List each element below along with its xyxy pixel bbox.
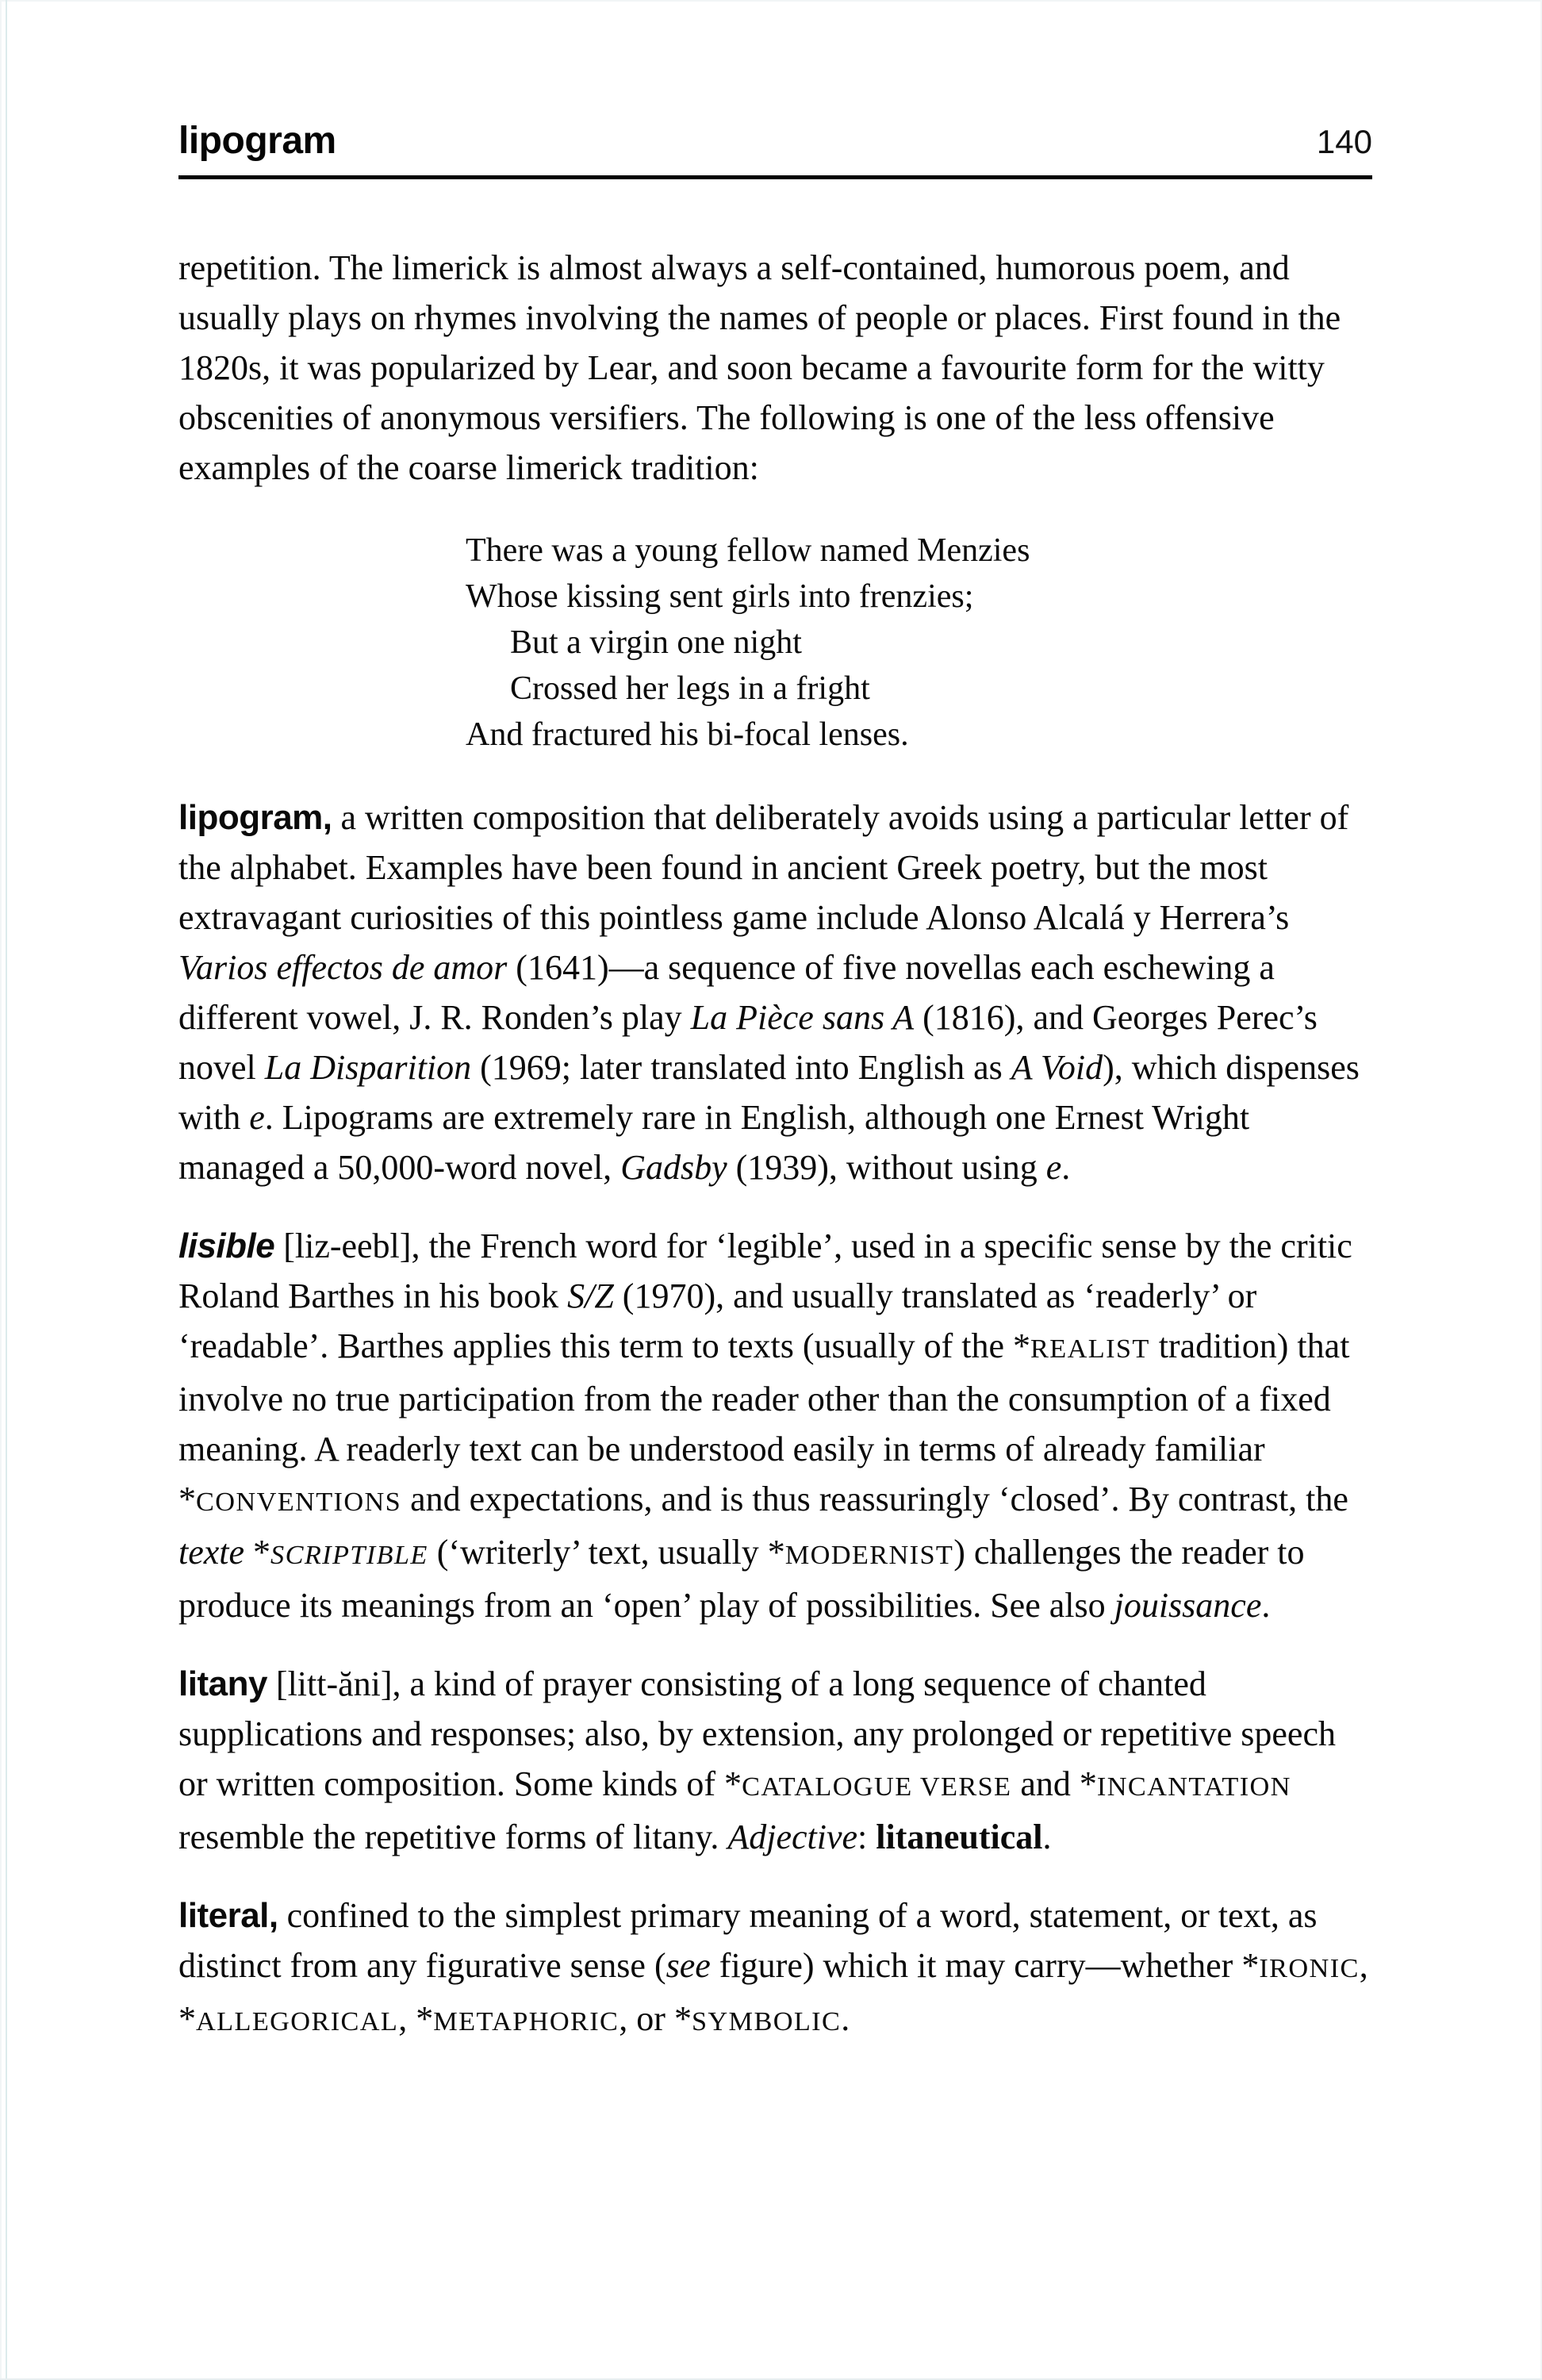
text-segment: a written composition that deliberately avoids using a particular letter of the alphabet. Examples have been found in ancient Greek poetry, but the most extravagant curiosities of this pointless game include Alonso Alcalá y Herrera’s (178, 798, 1349, 937)
body-copy (178, 243, 1372, 2047)
text-segment: litany (178, 1664, 267, 1703)
text-segment: . Lipograms are extremely rare in English, although one Ernest Wright managed a 50,000-word novel, (178, 1098, 1250, 1187)
text-segment: and expectations, and is thus reassuringly ‘closed’. By contrast, the (401, 1480, 1348, 1518)
text-segment: La Pièce sans A (690, 998, 915, 1037)
text-segment: * (244, 1533, 271, 1572)
page-number: 140 (1316, 123, 1372, 160)
text-segment: figure) which it may carry—whether * (710, 1946, 1260, 1985)
page-content (178, 119, 1372, 2075)
text-segment: (1970), and usually translated as ‘readerly’ or ‘readable’. Barthes applies this term to texts (usually of the * (178, 1276, 1257, 1365)
entry-limerick-continuation (178, 243, 1372, 493)
entry-lipogram (178, 793, 1372, 1192)
text-segment: jouissance (1114, 1586, 1262, 1625)
text-segment: (1641)—a sequence of five novellas each eschewing a different vowel, J. R. Ronden’s play (178, 948, 1275, 1037)
verse-line: But a virgin one night (510, 624, 802, 661)
page-edge-left (6, 0, 7, 2380)
text-segment: , or * (619, 1999, 692, 2038)
text-segment: [liz-eebl], the French word for ‘legible’, used in a specific sense by the critic Roland Barthes in his book (178, 1226, 1352, 1315)
text-segment: La Disparition (264, 1048, 472, 1087)
text-segment: confined to the simplest primary meaning of a word, statement, or text, as distinct from any figurative sense ( (178, 1896, 1318, 1985)
text-segment: REALIST (1030, 1334, 1150, 1364)
entry-literal (178, 1891, 1372, 2047)
text-segment: (1816), and Georges Perec’s novel (178, 998, 1318, 1087)
verse-line: Crossed her legs in a fright (510, 670, 870, 707)
text-segment: CATALOGUE VERSE (742, 1772, 1012, 1802)
text-segment: ), which dispenses with (178, 1048, 1360, 1137)
text-segment: IRONIC (1259, 1953, 1360, 1983)
running-head (178, 119, 1372, 163)
text-segment: e (249, 1098, 265, 1137)
text-segment: (1939), without using (727, 1148, 1046, 1187)
text-segment: lisible (178, 1226, 275, 1265)
text-segment: ) challenges the reader to produce its meanings from an ‘open’ play of possibilities. See also (178, 1533, 1305, 1625)
text-segment: CONVENTIONS (196, 1487, 402, 1517)
text-segment: (‘writerly’ text, usually * (428, 1533, 785, 1572)
text-segment: tradition) that involve no true participation from the reader other than the consumption of a fixed meaning. A readerly text can be understood easily in terms of already familiar * (178, 1326, 1350, 1518)
text-segment: SYMBOLIC (691, 2006, 842, 2036)
text-segment: ALLEGORICAL (196, 2006, 399, 2036)
text-segment: repetition. The limerick is almost always a self-contained, humorous poem, and usually plays on rhymes involving the names of people or places. First found in the 1820s, it was popularized by Lear, and soon became a favourite form for the witty obscenities of anonymous versifiers. The following is one of the less offensive examples of the coarse limerick tradition: (178, 248, 1341, 487)
text-segment: MODERNIST (784, 1540, 954, 1570)
text-segment: [litt-ăni], a kind of prayer consisting of a long sequence of chanted supplications and responses; also, by extension, any prolonged or repetitive speech or written composition. Some kinds of * (178, 1664, 1336, 1803)
text-segment: S/Z (567, 1276, 614, 1315)
text-segment: texte (178, 1533, 245, 1572)
text-segment: . (841, 1999, 850, 2038)
verse-line: There was a young fellow named Menzies (466, 532, 1030, 569)
verse-line: Whose kissing sent girls into frenzies; (466, 578, 974, 615)
text-segment: literal, (178, 1896, 278, 1935)
text-segment: METAPHORIC (433, 2006, 619, 2036)
entry-litany (178, 1659, 1372, 1862)
text-segment: A Void (1011, 1048, 1103, 1087)
text-segment: (1969; later translated into English as (471, 1048, 1011, 1087)
text-segment: see (666, 1946, 711, 1985)
text-segment: resemble the repetitive forms of litany. (178, 1818, 728, 1856)
text-segment: Gadsby (620, 1148, 727, 1187)
limerick-verse (466, 528, 1372, 758)
text-segment: lipogram, (178, 798, 332, 837)
text-segment: Adjective (727, 1818, 858, 1856)
text-segment: e (1045, 1148, 1062, 1187)
text-segment: , * (398, 1999, 434, 2038)
text-segment: and * (1011, 1764, 1097, 1803)
text-segment: SCRIPTIBLE (270, 1540, 428, 1570)
text-segment: . (1061, 1148, 1071, 1187)
text-segment: INCANTATION (1096, 1772, 1291, 1802)
text-segment: Varios effectos de amor (178, 948, 508, 987)
verse-line: And fractured his bi-focal lenses. (466, 716, 909, 753)
text-segment: litaneutical (876, 1818, 1043, 1856)
entry-lisible (178, 1221, 1372, 1630)
text-segment: . (1042, 1818, 1052, 1856)
text-segment: : (857, 1818, 876, 1856)
running-headword: lipogram (178, 120, 336, 162)
header-rule (178, 175, 1372, 179)
text-segment: , * (178, 1946, 1368, 2038)
text-segment: . (1261, 1586, 1271, 1625)
